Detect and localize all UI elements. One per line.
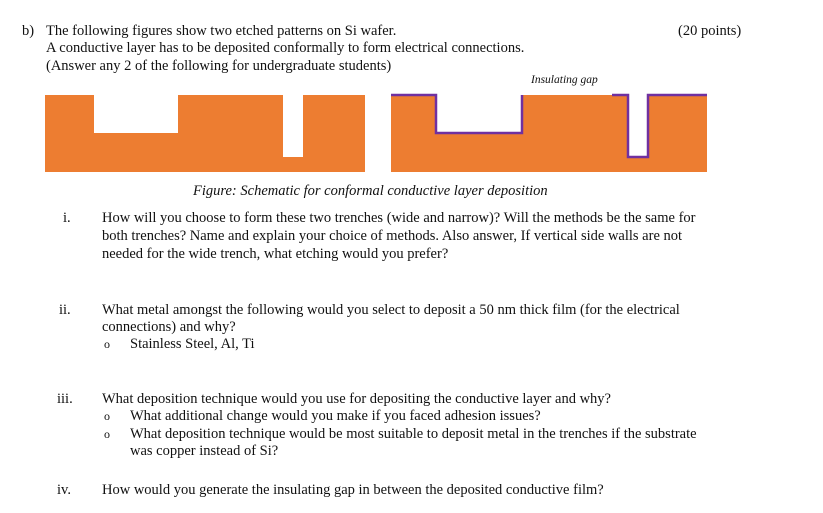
question-iii-bullet-2: What deposition technique would be most suitable to deposit metal in the trenches if the substrate	[130, 426, 697, 442]
intro-line-1: The following figures show two etched patterns on Si wafer.	[46, 23, 397, 39]
question-i-line-3: needed for the wide trench, what etching would you prefer?	[102, 246, 449, 262]
question-i-line-2: both trenches? Name and explain your choice of methods. Also answer, If vertical side walls are not	[102, 228, 683, 244]
question-ii-line-1: What metal amongst the following would you select to deposit a 50 nm thick film (for the electrical	[102, 302, 680, 318]
question-number-iv: iv.	[57, 482, 71, 498]
question-i-line-1: How will you choose to form these two trenches (wide and narrow)? Will the methods be the same for	[102, 210, 696, 226]
question-ii-line-2: connections) and why?	[102, 319, 236, 335]
question-iv-line-1: How would you generate the insulating gap in between the deposited conductive film?	[102, 482, 604, 498]
insulating-gap-label: Insulating gap	[531, 74, 598, 86]
intro-line-2: A conductive layer has to be deposited conformally to form electrical connections.	[46, 40, 525, 56]
left-substrate	[45, 95, 365, 172]
question-iii-line-1: What deposition technique would you use for depositing the conductive layer and why?	[102, 391, 611, 407]
question-number-i: i.	[63, 210, 71, 226]
question-label: b)	[22, 23, 35, 39]
bullet-marker: o	[104, 337, 110, 351]
bullet-marker: o	[104, 409, 110, 423]
intro-line-3: (Answer any 2 of the following for undergraduate students)	[46, 58, 392, 74]
question-number-ii: ii.	[59, 302, 71, 318]
points-label: (20 points)	[678, 23, 742, 39]
question-iii-bullet-1: What additional change would you make if you faced adhesion issues?	[130, 408, 541, 424]
bullet-marker: o	[104, 427, 110, 441]
question-iii-bullet-2-cont: was copper instead of Si?	[130, 443, 279, 459]
figure-caption: Figure: Schematic for conformal conductive layer deposition	[193, 183, 548, 199]
question-ii-bullet-1: Stainless Steel, Al, Ti	[130, 336, 255, 352]
question-number-iii: iii.	[57, 391, 73, 407]
